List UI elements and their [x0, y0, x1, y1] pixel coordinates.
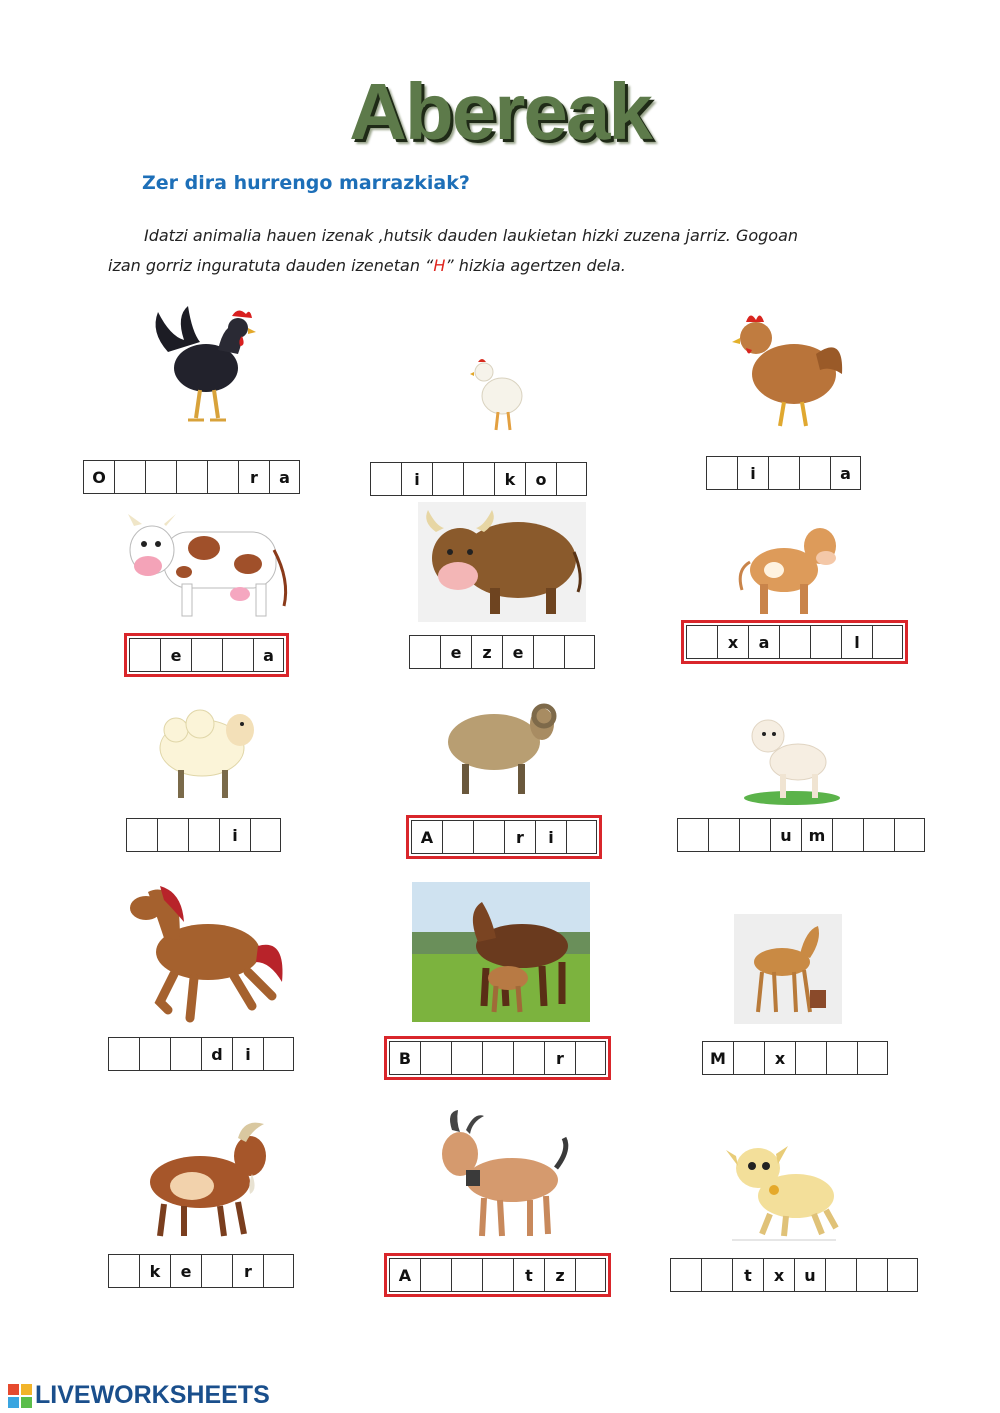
letter-box[interactable]: [733, 1041, 764, 1075]
letter-box[interactable]: z: [471, 635, 502, 669]
billy-goat-picture: [134, 1116, 274, 1242]
letter-box[interactable]: [826, 1041, 857, 1075]
letter-box[interactable]: [145, 460, 176, 494]
letter-box[interactable]: B: [389, 1041, 420, 1075]
letter-box[interactable]: [201, 1254, 232, 1288]
letter-box[interactable]: [513, 1041, 544, 1075]
answer-boxes-kid-goat[interactable]: [670, 1258, 918, 1292]
letter-box[interactable]: A: [389, 1258, 420, 1292]
letter-box[interactable]: r: [504, 820, 535, 854]
hen-picture: [732, 304, 848, 434]
answer-boxes-goat[interactable]: [389, 1258, 606, 1292]
letter-box[interactable]: x: [717, 625, 748, 659]
letter-box[interactable]: a: [748, 625, 779, 659]
chick-picture: [470, 352, 536, 436]
letter-box[interactable]: M: [702, 1041, 733, 1075]
letter-box[interactable]: x: [764, 1041, 795, 1075]
letter-box[interactable]: [139, 1037, 170, 1071]
letter-box[interactable]: r: [232, 1254, 263, 1288]
letter-box[interactable]: r: [544, 1041, 575, 1075]
letter-box[interactable]: [799, 456, 830, 490]
letter-box[interactable]: A: [411, 820, 442, 854]
letter-box[interactable]: [825, 1258, 856, 1292]
letter-box[interactable]: [114, 460, 145, 494]
letter-box[interactable]: [409, 635, 440, 669]
letter-box[interactable]: a: [830, 456, 861, 490]
letter-box[interactable]: a: [269, 460, 300, 494]
letter-box[interactable]: [706, 456, 737, 490]
answer-boxes-calf[interactable]: [686, 625, 903, 659]
letter-box[interactable]: [451, 1258, 482, 1292]
letter-box[interactable]: [708, 818, 739, 852]
letter-box[interactable]: [832, 818, 863, 852]
letter-box[interactable]: [473, 820, 504, 854]
letter-box[interactable]: i: [535, 820, 566, 854]
instructions-text-b: ” hizkia agertzen dela.: [445, 256, 626, 275]
letter-box[interactable]: [564, 635, 595, 669]
letter-box[interactable]: [739, 818, 770, 852]
letter-box[interactable]: i: [401, 462, 432, 496]
letter-box[interactable]: [188, 818, 219, 852]
letter-box[interactable]: [872, 625, 903, 659]
letter-box[interactable]: [677, 818, 708, 852]
letter-box[interactable]: [191, 638, 222, 672]
letter-box[interactable]: r: [238, 460, 269, 494]
instructions-line-1: Idatzi animalia hauen izenak ,hutsik dauden laukietan hizki zuzena jarriz. Gogoan: [144, 226, 799, 245]
letter-box[interactable]: [432, 462, 463, 496]
letter-box[interactable]: O: [83, 460, 114, 494]
letter-box[interactable]: [250, 818, 281, 852]
letter-box[interactable]: i: [232, 1037, 263, 1071]
subtitle-question: Zer dira hurrengo marrazkiak?: [142, 172, 470, 194]
letter-box[interactable]: m: [801, 818, 832, 852]
footer-brand-text: LIVEWORKSHEETS: [35, 1381, 270, 1409]
letter-box[interactable]: u: [770, 818, 801, 852]
letter-box[interactable]: [222, 638, 253, 672]
letter-box[interactable]: d: [201, 1037, 232, 1071]
letter-box[interactable]: k: [139, 1254, 170, 1288]
letter-box[interactable]: [463, 462, 494, 496]
instructions-text-a: izan gorriz inguratuta dauden izenetan “: [108, 256, 434, 275]
letter-box[interactable]: u: [794, 1258, 825, 1292]
letter-box[interactable]: [207, 460, 238, 494]
highlight-letter-h: H: [433, 256, 446, 275]
letter-box[interactable]: [686, 625, 717, 659]
letter-box[interactable]: [370, 462, 401, 496]
horse-picture: [124, 878, 290, 1026]
letter-box[interactable]: e: [440, 635, 471, 669]
letter-box[interactable]: [420, 1041, 451, 1075]
letter-box[interactable]: [420, 1258, 451, 1292]
letter-box[interactable]: k: [494, 462, 525, 496]
ox-picture: [418, 502, 586, 622]
letter-box[interactable]: l: [841, 625, 872, 659]
rooster-picture: [148, 302, 258, 430]
letter-box[interactable]: i: [737, 456, 768, 490]
letter-box[interactable]: e: [502, 635, 533, 669]
letter-box[interactable]: [856, 1258, 887, 1292]
letter-box[interactable]: o: [525, 462, 556, 496]
letter-box[interactable]: [810, 625, 841, 659]
letter-box[interactable]: [575, 1258, 606, 1292]
letter-box[interactable]: x: [763, 1258, 794, 1292]
letter-box[interactable]: [857, 1041, 888, 1075]
letter-box[interactable]: [263, 1037, 294, 1071]
answer-boxes-foal[interactable]: [702, 1041, 888, 1075]
letter-box[interactable]: [887, 1258, 918, 1292]
letter-box[interactable]: [575, 1041, 606, 1075]
letter-box[interactable]: [176, 460, 207, 494]
letter-box[interactable]: [451, 1041, 482, 1075]
letter-box[interactable]: t: [513, 1258, 544, 1292]
foal-picture: [734, 914, 842, 1024]
cow-picture: [124, 510, 294, 622]
letter-box[interactable]: [768, 456, 799, 490]
letter-box[interactable]: [533, 635, 564, 669]
letter-box[interactable]: e: [170, 1254, 201, 1288]
mare-and-foal-photo: [412, 882, 590, 1022]
goat-picture: [430, 1108, 572, 1242]
answer-boxes-sheep[interactable]: [126, 818, 281, 852]
letter-box[interactable]: [126, 818, 157, 852]
letter-box[interactable]: [263, 1254, 294, 1288]
letter-box[interactable]: [894, 818, 925, 852]
letter-box[interactable]: [566, 820, 597, 854]
letter-box[interactable]: [108, 1037, 139, 1071]
letter-box[interactable]: [795, 1041, 826, 1075]
letter-box[interactable]: [442, 820, 473, 854]
answer-boxes-mare[interactable]: [389, 1041, 606, 1075]
answer-boxes-chick[interactable]: [370, 462, 587, 496]
letter-box[interactable]: [482, 1041, 513, 1075]
kid-goat-picture: [726, 1130, 842, 1242]
letter-box[interactable]: i: [219, 818, 250, 852]
letter-box[interactable]: t: [732, 1258, 763, 1292]
letter-box[interactable]: [779, 625, 810, 659]
letter-box[interactable]: z: [544, 1258, 575, 1292]
sheep-picture: [152, 700, 262, 804]
liveworksheets-logo-icon: [8, 1384, 32, 1408]
answer-boxes-hen[interactable]: [706, 456, 861, 490]
letter-box[interactable]: [170, 1037, 201, 1071]
letter-box[interactable]: [670, 1258, 701, 1292]
worksheet-title: Abereak: [349, 67, 651, 156]
letter-box[interactable]: [129, 638, 160, 672]
footer-brand: [8, 1381, 270, 1410]
answer-boxes-billy-goat[interactable]: [108, 1254, 294, 1288]
letter-box[interactable]: [701, 1258, 732, 1292]
answer-boxes-ram[interactable]: [411, 820, 597, 854]
letter-box[interactable]: [863, 818, 894, 852]
letter-box[interactable]: [556, 462, 587, 496]
letter-box[interactable]: a: [253, 638, 284, 672]
letter-box[interactable]: [108, 1254, 139, 1288]
letter-box[interactable]: [157, 818, 188, 852]
calf-picture: [736, 520, 840, 620]
letter-box[interactable]: [482, 1258, 513, 1292]
instructions-line-2: [108, 256, 626, 275]
lamb-picture: [740, 706, 842, 806]
answer-boxes-lamb[interactable]: [677, 818, 925, 852]
answer-boxes-horse[interactable]: [108, 1037, 294, 1071]
letter-box[interactable]: e: [160, 638, 191, 672]
answer-boxes-rooster[interactable]: [83, 460, 300, 494]
ram-picture: [438, 698, 562, 800]
answer-boxes-ox[interactable]: [409, 635, 595, 669]
answer-boxes-cow[interactable]: [129, 638, 284, 672]
